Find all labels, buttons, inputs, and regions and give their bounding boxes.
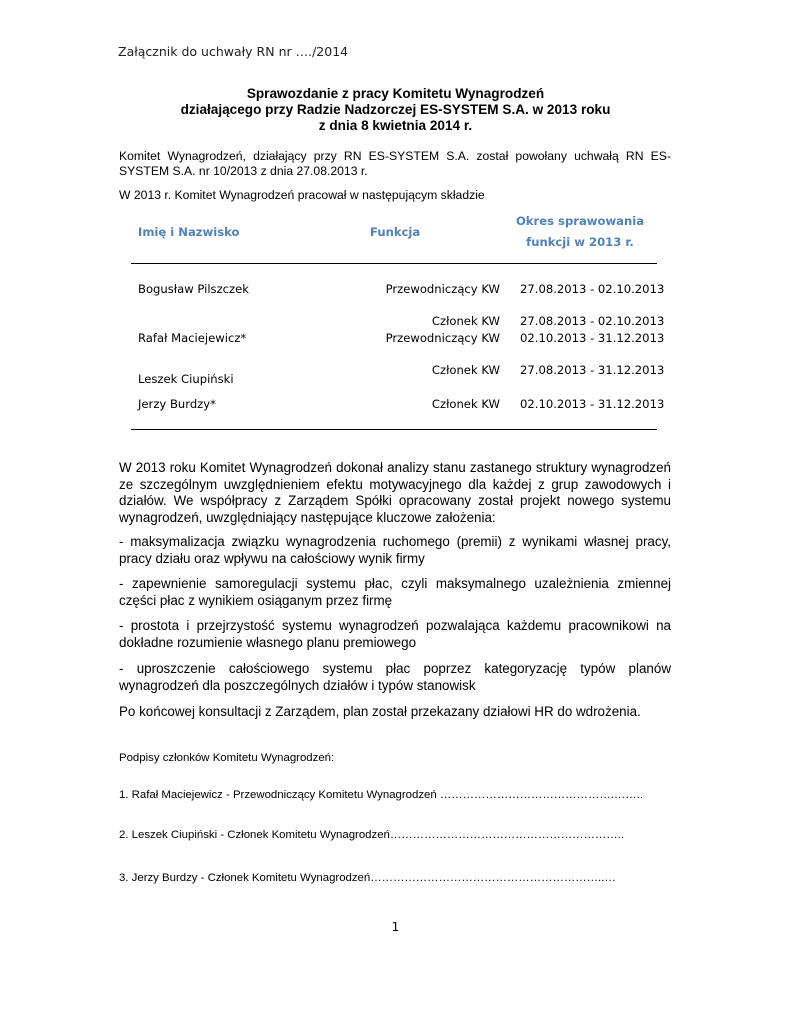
- table-row-name: Rafał Maciejewicz*: [138, 331, 247, 345]
- table-row-period: 02.10.2013 - 31.12.2013: [520, 397, 665, 411]
- page-number: 1: [391, 920, 400, 934]
- table-row-period: 27.08.2013 - 02.10.2013: [520, 282, 665, 296]
- signature-line: 3. Jerzy Burdzy - Członek Komitetu Wynagrodzeń……………………………………………………..…: [119, 872, 616, 884]
- table-header-period-line-1: Okres sprawowania: [515, 214, 645, 228]
- table-bottom-rule: [131, 429, 657, 430]
- table-row-function: Członek KW: [431, 397, 500, 411]
- table-header-name: Imię i Nazwisko: [138, 225, 240, 239]
- table-row-function: Przewodniczący KW: [385, 331, 500, 345]
- assumption-bullet: - prostota i przejrzystość systemu wynagrodzeń pozwalająca każdemu pracownikowi na dokładne rozumienie własnego planu premiowego: [119, 618, 671, 650]
- table-row-function: Przewodniczący KW: [385, 282, 500, 296]
- attachment-note: Załącznik do uchwały RN nr …./2014: [118, 44, 349, 59]
- table-row-period: 27.08.2013 - 31.12.2013: [520, 363, 665, 377]
- signature-line: 1. Rafał Maciejewicz - Przewodniczący Komitetu Wynagrodzeń ……………………………………….……..: [119, 789, 643, 801]
- table-row-period: 02.10.2013 - 31.12.2013: [520, 331, 665, 345]
- composition-intro: W 2013 r. Komitet Wynagrodzeń pracował w następującym składzie: [119, 188, 485, 202]
- signatures-heading: Podpisy członków Komitetu Wynagrodzeń:: [119, 752, 335, 764]
- table-header-period-line-2: funkcji w 2013 r.: [526, 235, 634, 249]
- report-title-line-2: działającego przy Radzie Nadzorczej ES-SYSTEM S.A. w 2013 roku: [180, 102, 611, 117]
- analysis-paragraph: W 2013 roku Komitet Wynagrodzeń dokonał analizy stanu zastanego struktury wynagrodzeń ze szczególnym uwzględnieniem efektu motywacyjnego dla każdej z grup zawodowych i działów. We współpracy z Zarządem Spółki opracowany został projekt nowego systemu wynagrodzeń, uwzględniający następujące kluczowe założenia:: [119, 460, 671, 525]
- table-row-function: Członek KW: [431, 363, 500, 377]
- report-title-date: z dnia 8 kwietnia 2014 r.: [318, 118, 473, 133]
- report-title-line-1: Sprawozdanie z pracy Komitetu Wynagrodzeń: [246, 86, 545, 101]
- closing-statement: Po końcowej konsultacji z Zarządem, plan został przekazany działowi HR do wdrożenia.: [119, 704, 641, 719]
- table-row-name: Leszek Ciupiński: [138, 372, 234, 386]
- table-row-name: Jerzy Burdzy*: [138, 397, 216, 411]
- table-header-function: Funkcja: [370, 225, 421, 239]
- signature-line: 2. Leszek Ciupiński - Członek Komitetu Wynagrodzeń……………………………………………………..: [119, 829, 625, 841]
- table-row-function: Członek KW: [431, 314, 500, 328]
- assumption-bullet: - uproszczenie całościowego systemu płac poprzez kategoryzację typów planów wynagrodzeń dla poszczególnych działów i typów stanowisk: [119, 661, 671, 693]
- intro-paragraph: Komitet Wynagrodzeń, działający przy RN ES-SYSTEM S.A. został powołany uchwałą RN ES-SYSTEM S.A. nr 10/2013 z dnia 27.08.2013 r.: [119, 149, 671, 178]
- table-row-name: Bogusław Pilszczek: [138, 282, 249, 296]
- assumption-bullet: - maksymalizacja związku wynagrodzenia ruchomego (premii) z wynikami własnej pracy, pracy działu oraz wpływu na całościowy wynik firmy: [119, 534, 671, 566]
- table-top-rule: [131, 263, 657, 264]
- table-row-period: 27.08.2013 - 02.10.2013: [520, 314, 665, 328]
- assumption-bullet: - zapewnienie samoregulacji systemu płac, czyli maksymalnego uzależnienia zmiennej części płac z wynikiem osiąganym przez firmę: [119, 576, 671, 608]
